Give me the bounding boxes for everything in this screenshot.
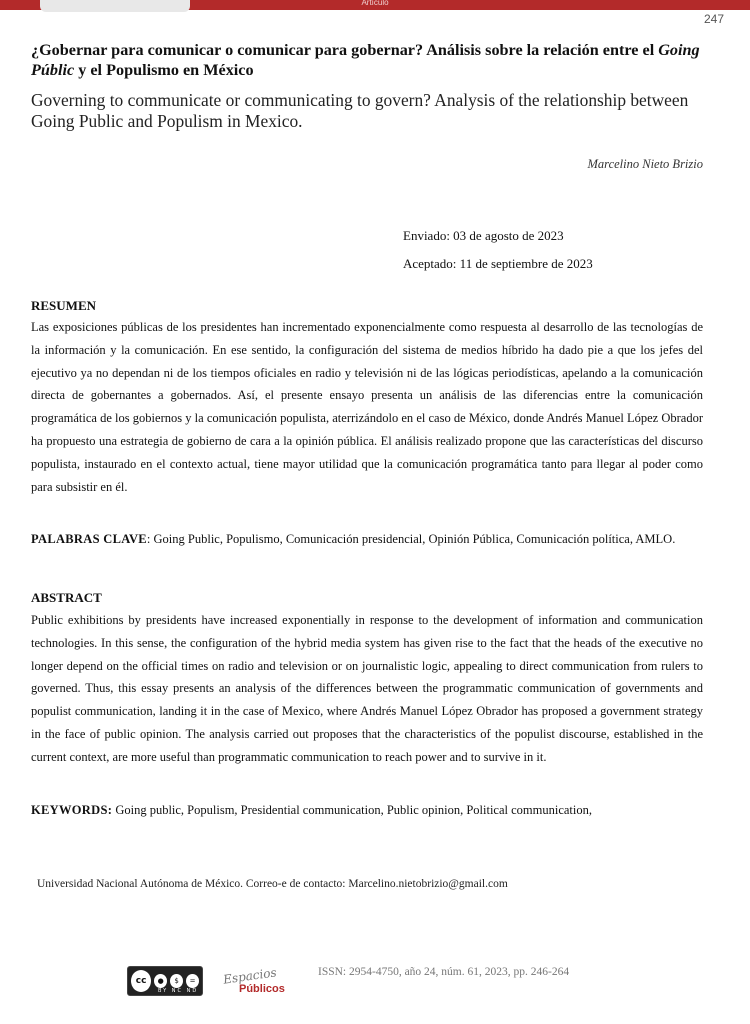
title-spanish-part1: ¿Gobernar para comunicar o comunicar para gobernar? Análisis sobre la relación entre el xyxy=(31,41,659,59)
abstract-text: Public exhibitions by presidents have increased exponentially in response to the development of information and communication technologies. In this sense, the configuration of the hybrid media system has given rise to the fact that the heads of the executive no longer depend on the official times on radio and television or on journalistic logic, appealing to direct communication from rulers to governed. Thus, this essay presents an analysis of the differences between the programmatic communication of governments and populist communication, landing it in the case of Mexico, where Andrés Manuel López Obrador has proposed a government strategy in the face of public opinion. The analysis carried out proposes that the characteristics of the populist discourse, established in the current context, are more useful than programmatic communication to reach power and to survive in it. xyxy=(31,613,703,764)
keywords-label: KEYWORDS: xyxy=(31,803,113,817)
journal-logo xyxy=(221,966,306,998)
title-spanish-italic: Going Públic xyxy=(31,41,700,79)
title-spanish-part2: y el Populismo en México xyxy=(74,61,254,79)
date-accepted: Aceptado: 11 de septiembre de 2023 xyxy=(403,256,593,271)
abstract-heading: ABSTRACT xyxy=(31,590,102,605)
issn-citation: ISSN: 2954-4750, año 24, núm. 61, 2023, pp. 246-264 xyxy=(318,966,570,978)
cc-by-icon: ● xyxy=(154,974,167,988)
keywords xyxy=(31,799,703,822)
submission-dates xyxy=(403,222,593,278)
creative-commons-license-badge[interactable] xyxy=(127,966,203,996)
title-spanish xyxy=(31,40,703,80)
header-bar xyxy=(0,0,750,10)
section-label: Artículo xyxy=(361,0,389,7)
cc-nc-icon: $ xyxy=(170,974,183,988)
date-sent: Enviado: 03 de agosto de 2023 xyxy=(403,228,564,243)
cc-nd-icon: = xyxy=(186,974,199,988)
page-number: 247 xyxy=(703,12,724,26)
palabras-clave xyxy=(31,528,703,551)
palabras-clave-label: PALABRAS CLAVE xyxy=(31,532,147,546)
journal-logo-script: Espacios xyxy=(222,965,278,987)
author-name: Marcelino Nieto Brizio xyxy=(587,157,703,171)
palabras-clave-text: : Going Public, Populismo, Comunicación presidencial, Opinión Pública, Comunicación política, AMLO. xyxy=(146,532,676,546)
resumen-text: Las exposiciones públicas de los presidentes han incrementado exponencialmente como respuesta al desarrollo de las tecnologías de la información y la comunicación. En ese sentido, la configuración del sistema de medios híbrido ha dado pie a que los jefes del ejecutivo ya no dependan ni de los tiempos oficiales en radio y televisión ni de las lógicas periodísticas, apelando a la comunicación directa de gobernantes a gobernados. Así, el presente ensayo presenta un análisis de las diferencias entre la comunicación programática de los gobiernos y la comunicación populista, aterrizándolo en el caso de México, donde Andrés Manuel López Obrador ha propuesto una estrategia de gobierno de cara a la opinión pública. El análisis realizado propone que las características del discurso populista, instaurado en el contexto actual, tiene mayor utilidad que la comunicación programática tanto para llegar al poder como para subsistir en él. xyxy=(31,320,703,494)
journal-logo-bold: Públicos xyxy=(239,983,285,995)
resumen-heading: RESUMEN xyxy=(31,298,97,313)
title-english: Governing to communicate or communicating to govern? Analysis of the relationship between Going Public and Populism in Mexico. xyxy=(31,90,689,131)
author-affiliation-footnote: Universidad Nacional Autónoma de México. Correo-e de contacto: Marcelino.nietobrizio@gmail.com xyxy=(37,878,508,890)
cc-icon: cc xyxy=(131,970,151,992)
cc-license-text: BY NC ND xyxy=(158,988,199,994)
keywords-text: Going public, Populism, Presidential communication, Public opinion, Political communication, xyxy=(112,803,593,817)
